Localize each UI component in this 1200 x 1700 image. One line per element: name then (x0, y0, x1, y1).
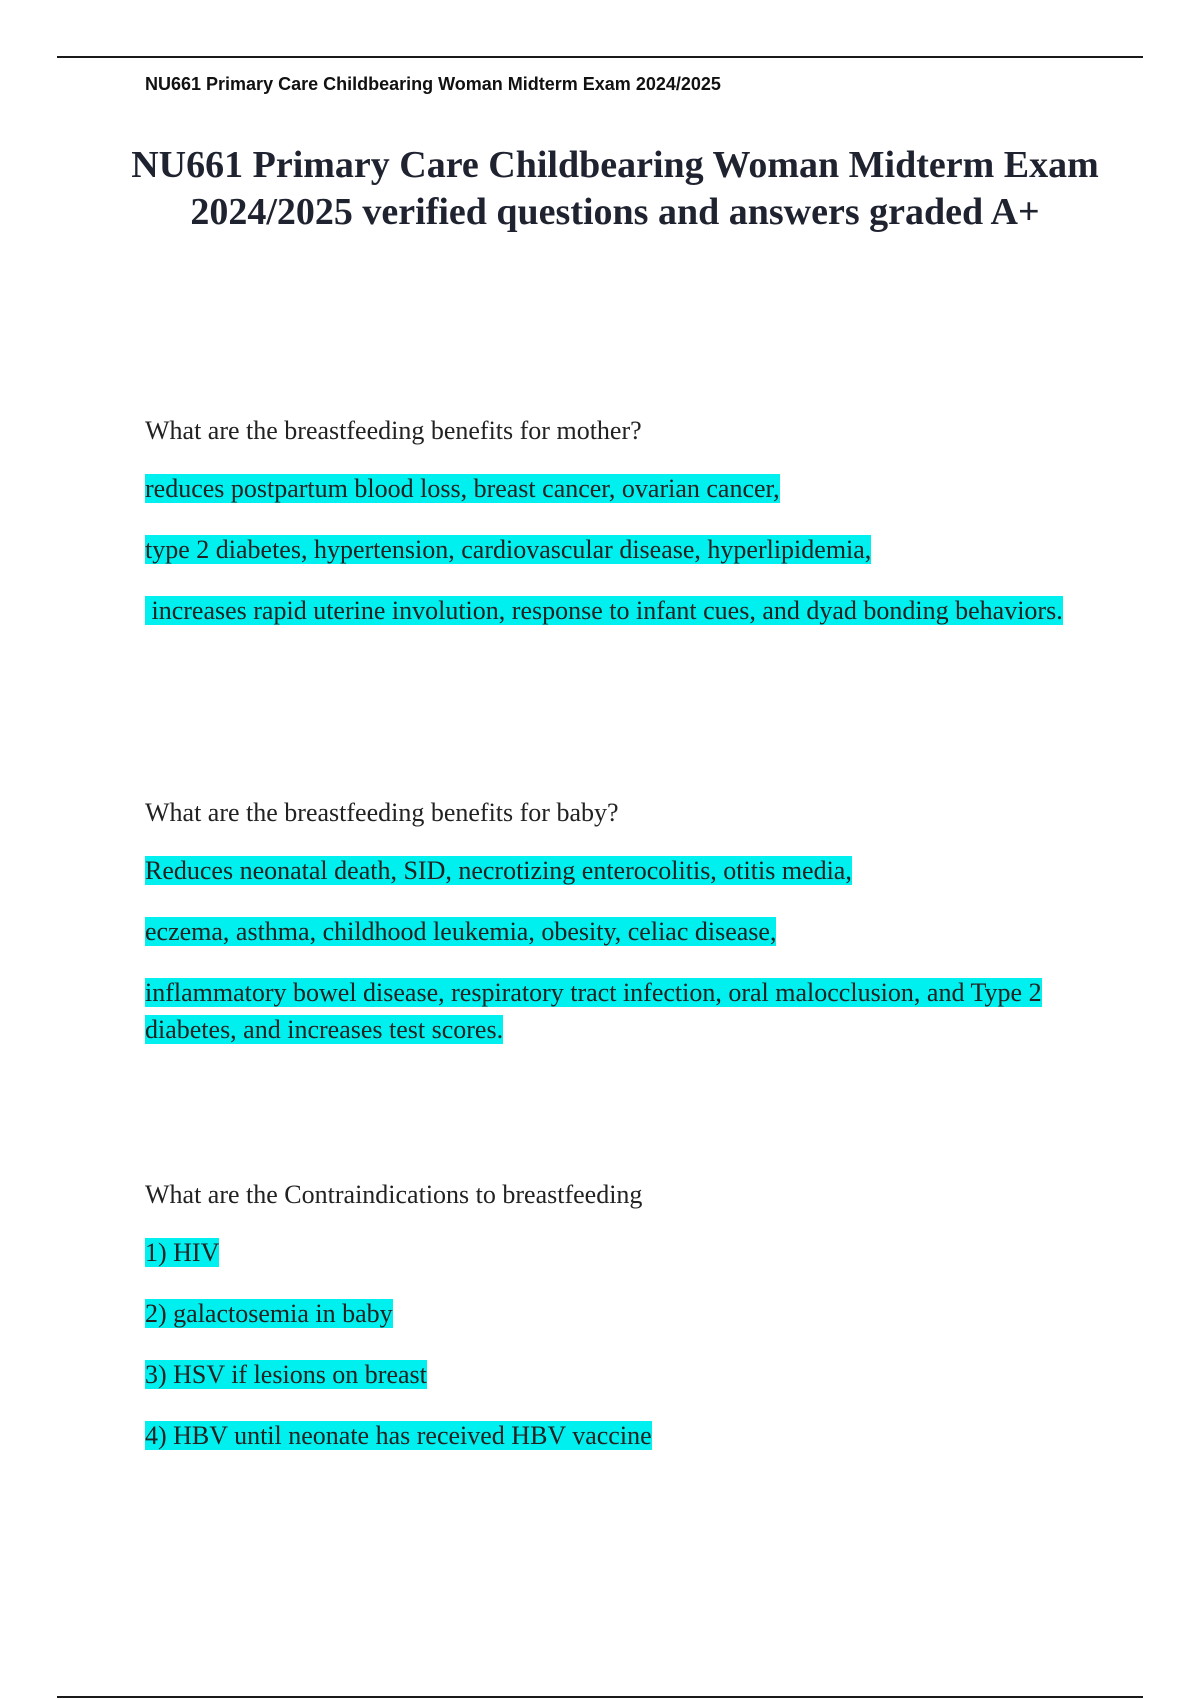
answer-line (145, 974, 1065, 1048)
bottom-rule (57, 1696, 1143, 1698)
answer-line (145, 1356, 1065, 1393)
qa-section-mother-benefits (145, 416, 1065, 629)
answer-line (145, 470, 1065, 507)
highlighted-answer: increases rapid uterine involution, response to infant cues, and dyad bonding behaviors. (145, 596, 1063, 625)
highlighted-answer: 4) HBV until neonate has received HBV vaccine (145, 1421, 652, 1450)
highlighted-answer: type 2 diabetes, hypertension, cardiovascular disease, hyperlipidemia, (145, 535, 872, 564)
answer-line (145, 592, 1065, 629)
question: What are the breastfeeding benefits for mother? (145, 416, 642, 445)
highlighted-answer: 3) HSV if lesions on breast (145, 1360, 427, 1389)
qa-section-baby-benefits (145, 798, 1065, 1048)
highlighted-answer: Reduces neonatal death, SID, necrotizing enterocolitis, otitis media, (145, 856, 852, 885)
qa-section-contraindications (145, 1180, 1065, 1454)
highlighted-answer: 2) galactosemia in baby (145, 1299, 393, 1328)
highlighted-answer: reduces postpartum blood loss, breast cancer, ovarian cancer, (145, 474, 780, 503)
running-header: NU661 Primary Care Childbearing Woman Midterm Exam 2024/2025 (145, 74, 721, 94)
highlighted-answer: eczema, asthma, childhood leukemia, obesity, celiac disease, (145, 917, 777, 946)
question: What are the Contraindications to breastfeeding (145, 1180, 643, 1209)
answer-line (145, 1234, 1065, 1271)
answer-line (145, 913, 1065, 950)
answer-line (145, 852, 1065, 889)
answer-line (145, 531, 1065, 568)
answer-line (145, 1295, 1065, 1332)
top-rule (57, 56, 1143, 58)
answer-line (145, 1417, 1065, 1454)
document-title: NU661 Primary Care Childbearing Woman Midterm Exam 2024/2025 verified questions and answers graded A+ (131, 144, 1099, 233)
question: What are the breastfeeding benefits for baby? (145, 798, 619, 827)
highlighted-answer: 1) HIV (145, 1238, 220, 1267)
highlighted-answer: inflammatory bowel disease, respiratory tract infection, oral malocclusion, and Type 2 diabetes, and increases test scores. (145, 978, 1042, 1044)
